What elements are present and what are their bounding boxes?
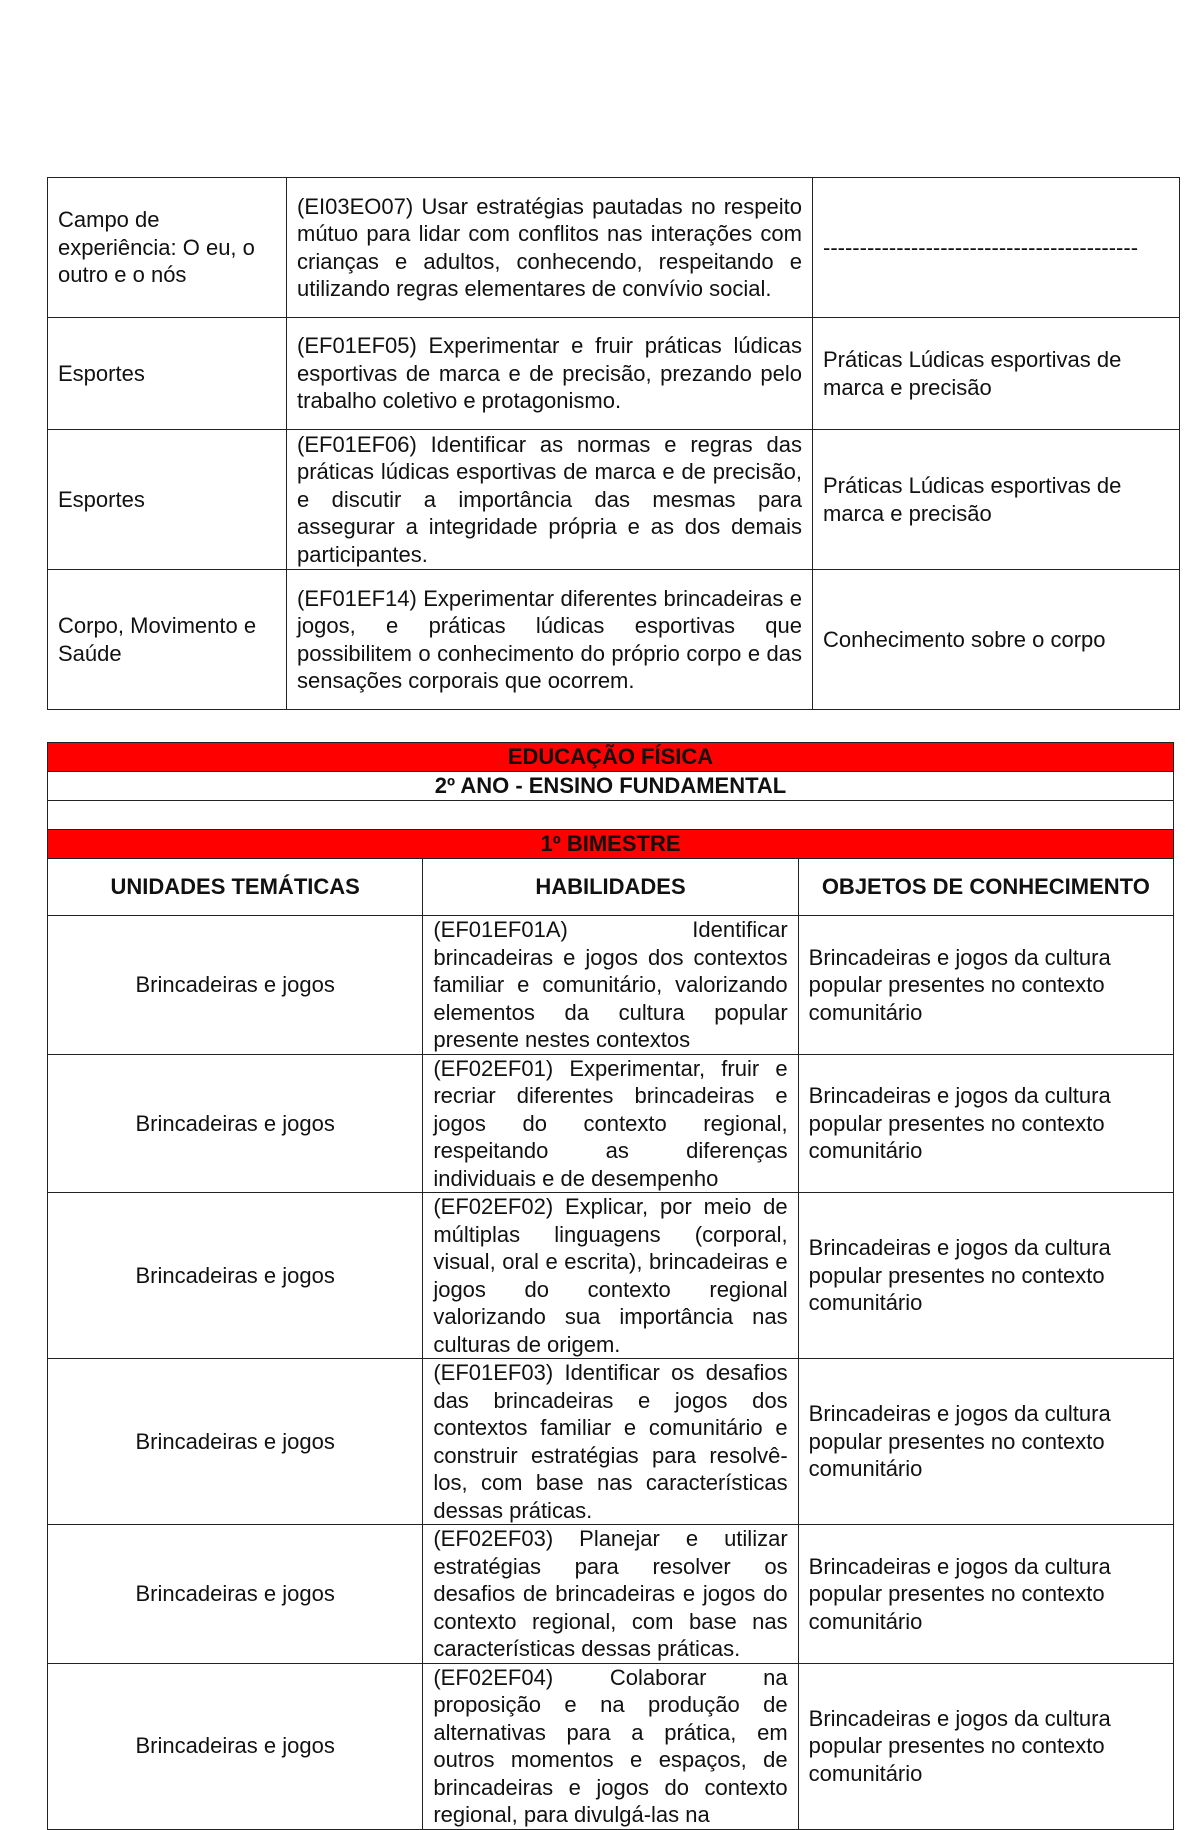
object-cell: Brincadeiras e jogos da cultura popular presentes no contexto comunitário — [798, 1054, 1173, 1193]
curriculum-table-1 — [47, 177, 1180, 710]
object-cell: Brincadeiras e jogos da cultura popular presentes no contexto comunitário — [798, 1359, 1173, 1525]
skill-cell: (EF01EF06) Identificar as normas e regras das práticas lúdicas esportivas de marca e de precisão, e discutir a importância das mesmas para assegurar a integridade própria e as dos demais participantes. — [287, 430, 813, 570]
skill-cell: (EF02EF01) Experimentar, fruir e recriar diferentes brincadeiras e jogos do contexto regional, respeitando as diferenças individuais e de desempenho — [423, 1054, 798, 1193]
curriculum-table-2 — [47, 742, 1174, 1830]
object-cell: Práticas Lúdicas esportivas de marca e precisão — [813, 430, 1180, 570]
unit-cell: Brincadeiras e jogos — [48, 1525, 423, 1664]
object-cell: Brincadeiras e jogos da cultura popular presentes no contexto comunitário — [798, 916, 1173, 1055]
header-row — [48, 859, 1174, 916]
object-cell: Práticas Lúdicas esportivas de marca e precisão — [813, 318, 1180, 430]
unit-cell: Campo de experiência: O eu, o outro e o nós — [48, 178, 287, 318]
unit-cell: Brincadeiras e jogos — [48, 1359, 423, 1525]
table-row — [48, 430, 1180, 570]
skill-cell: (EF01EF03) Identificar os desafios das brincadeiras e jogos dos contextos familiar e comunitário e construir estratégias para resolvê-los, com base nas características dessas práticas. — [423, 1359, 798, 1525]
skill-cell: (EF01EF14) Experimentar diferentes brincadeiras e jogos, e práticas lúdicas esportivas que possibilitem o conhecimento do próprio corpo e das sensações corporais que ocorrem. — [287, 570, 813, 710]
header-skill: HABILIDADES — [423, 859, 798, 916]
skill-cell: (EF02EF03) Planejar e utilizar estratégias para resolver os desafios de brincadeiras e jogos do contexto regional, com base nas características dessas práticas. — [423, 1525, 798, 1664]
object-cell: Brincadeiras e jogos da cultura popular presentes no contexto comunitário — [798, 1525, 1173, 1664]
table-row — [48, 318, 1180, 430]
table-row — [48, 1525, 1174, 1664]
skill-cell: (EF02EF02) Explicar, por meio de múltiplas linguagens (corporal, visual, oral e escrita), brincadeiras e jogos do contexto regional valorizando sua importância nas culturas de origem. — [423, 1193, 798, 1359]
header-object: OBJETOS DE CONHECIMENTO — [798, 859, 1173, 916]
skill-cell: (EI03EO07) Usar estratégias pautadas no respeito mútuo para lidar com conflitos nas interações com crianças e adultos, conhecendo, respeitando e utilizando regras elementares de convívio social. — [287, 178, 813, 318]
unit-cell: Corpo, Movimento e Saúde — [48, 570, 287, 710]
skill-cell: (EF01EF01A) Identificar brincadeiras e jogos dos contextos familiar e comunitário, valorizando elementos da cultura popular presente nestes contextos — [423, 916, 798, 1055]
table-row — [48, 570, 1180, 710]
object-cell: Brincadeiras e jogos da cultura popular presentes no contexto comunitário — [798, 1193, 1173, 1359]
unit-cell: Brincadeiras e jogos — [48, 1193, 423, 1359]
table-row — [48, 1663, 1174, 1829]
term-title: 1º BIMESTRE — [48, 830, 1174, 859]
unit-cell: Esportes — [48, 318, 287, 430]
unit-cell: Brincadeiras e jogos — [48, 1663, 423, 1829]
object-cell: Brincadeiras e jogos da cultura popular presentes no contexto comunitário — [798, 1663, 1173, 1829]
unit-cell: Brincadeiras e jogos — [48, 1054, 423, 1193]
table-row — [48, 916, 1174, 1055]
unit-cell: Brincadeiras e jogos — [48, 916, 423, 1055]
table-row — [48, 1193, 1174, 1359]
subject-title: EDUCAÇÃO FÍSICA — [48, 743, 1174, 772]
object-cell: Conhecimento sobre o corpo — [813, 570, 1180, 710]
object-cell: ------------------------------------------- — [813, 178, 1180, 318]
unit-cell: Esportes — [48, 430, 287, 570]
table-row — [48, 1054, 1174, 1193]
header-unit: UNIDADES TEMÁTICAS — [48, 859, 423, 916]
skill-cell: (EF01EF05) Experimentar e fruir práticas lúdicas esportivas de marca e de precisão, prezando pelo trabalho coletivo e protagonismo. — [287, 318, 813, 430]
skill-cell: (EF02EF04) Colaborar na proposição e na produção de alternativas para a prática, em outros momentos e espaços, de brincadeiras e jogos do contexto regional, para divulgá-las na — [423, 1663, 798, 1829]
table-row — [48, 178, 1180, 318]
blank-row — [48, 801, 1174, 830]
grade-title: 2º ANO - ENSINO FUNDAMENTAL — [48, 772, 1174, 801]
table-row — [48, 1359, 1174, 1525]
